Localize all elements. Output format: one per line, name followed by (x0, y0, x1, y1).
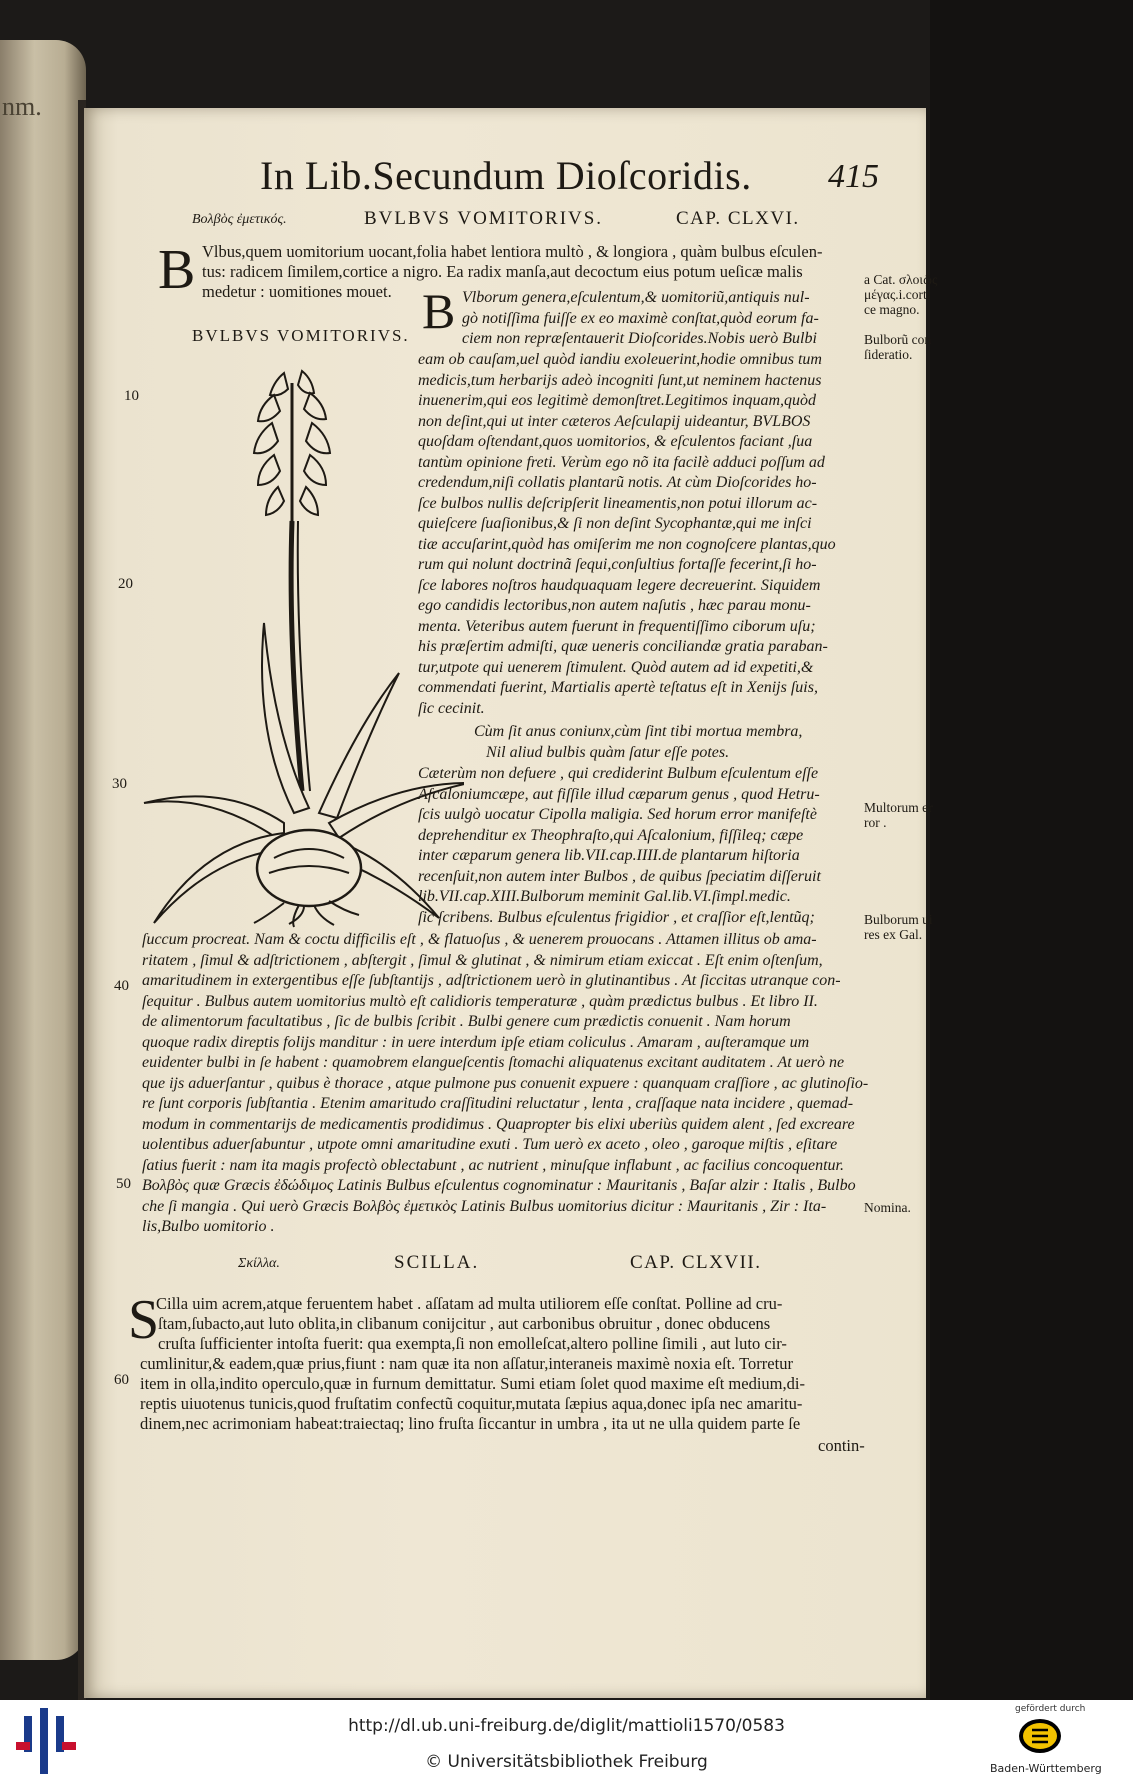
text-line: que ijs aduerſantur , quibus è thorace , atque pulmone pus conuenit expuere : quanquam craſſiore , ac glutinoſio- (142, 1074, 869, 1092)
text-line: ciem non repræſentauerit Dioſcorides.Nobis uerò Bulbi (462, 330, 817, 347)
margin-line: res ex Gal. (864, 927, 923, 942)
margin-note (864, 1200, 911, 1215)
chapter-number: CAP. CLXVI. (676, 208, 800, 229)
margin-note (864, 912, 933, 942)
line-number: 30 (112, 776, 127, 792)
text-line: medicis,tum herbarijs adeò incogniti ſunt,ut neminem hactenus (418, 371, 822, 389)
text-line: amaritudinem in extergentibus eſſe ſubſtantijs , adſtrictionem uerò in glutinantibus . At ſiccitas utranque con- (142, 972, 841, 989)
document-url-link[interactable]: http://dl.ub.uni-freiburg.de/diglit/mattioli1570/0583 (348, 1716, 785, 1736)
drop-cap: S (128, 1289, 160, 1351)
chapter-greek-title: Βολβὸς ἐμετικός. (192, 212, 287, 227)
folio-number: 415 (828, 158, 879, 195)
text-line: rum qui nolunt doctrinã ſequi,conſultius fortaſſe fecerint,ſi ho- (418, 556, 817, 573)
text-line: tus: radicem ſimilem,cortice a nigro. Ea radix manſa,aut decoctum eius potum ueſicæ malis (202, 262, 803, 281)
text-line: inter cæparum genera lib.VII.cap.IIII.de plantarum hiſtoria (418, 847, 800, 864)
text-line: ritatem , ſimul & adſtrictionem , abſtergit , ſimul & glutinat , & nimirum etiam exiccat . Eſt enim oſtenſum, (142, 951, 823, 969)
margin-line: ror . (864, 815, 887, 830)
text-line: ſequitur . Bulbus autem uomitorius multò eſt calidioris temperaturæ , quàm prædictus bulbus . Et libro II. (142, 992, 818, 1010)
text-line: reptis uiuotenus tunicis,quod fruſtatim confectũ coquitur,mutata ſæpius aqua,donec ipſa nec amaritu- (140, 1394, 803, 1413)
text-line: ſic cecinit. (418, 699, 485, 717)
viewer-footer (0, 1700, 1133, 1780)
chapter-number: CAP. CLXVII. (630, 1252, 762, 1273)
text-line: item in olla,indito operculo,quæ in furnum demittatur. Sumi etiam ſolet quod maxime eſt medium,di- (140, 1374, 805, 1393)
dark-background (930, 0, 1133, 1700)
text-line: recenſuit,non autem inter Bulbos , de quibus ſpeciatim diſſeruit (418, 867, 821, 885)
drop-cap: B (422, 283, 456, 339)
figure-caption: BVLBVS VOMITORIVS. (192, 326, 410, 345)
baden-wuerttemberg-seal-icon (1018, 1718, 1062, 1754)
text-line: Cilla uim acrem,atque feruentem habet . aſſatam ad multa utiliorem eſſe conſtat. Polline ad cru- (156, 1294, 783, 1313)
previous-page-fragment: nm. (2, 92, 42, 121)
chapter-greek-title: Σκίλλα. (238, 1256, 280, 1271)
text-line: tur,utpote qui uenerem ſtimulent. Quòd autem ad id expetiti,& (418, 658, 814, 676)
verse-quotation (474, 722, 802, 763)
chapter-title: BVLBVS VOMITORIVS. (364, 208, 604, 229)
margin-line: Nomina. (864, 1200, 911, 1215)
margin-note (864, 800, 933, 830)
text-line: quoque radix direptis folijs manditur : in uere interdum ipſe etiam coliculus . Amaram , auſteramque um (142, 1033, 810, 1051)
text-line: his præſertim admiſti, quæ ueneris conciliandæ gratia paraban- (418, 638, 828, 655)
text-line: cumlinitur,& eadem,quæ prius,fiunt : nam quæ ita non aſſatur,interaneis maximè noxia eſt. Torretur (140, 1354, 793, 1373)
margin-line: ſideratio. (864, 347, 913, 362)
margin-line: Bulborũ con (864, 332, 932, 347)
commentary-text (418, 350, 836, 719)
sponsor-label: gefördert durch (1015, 1704, 1086, 1714)
bulbus-woodcut-illustration (134, 353, 464, 928)
commentary-text (462, 288, 819, 350)
line-number: 40 (114, 978, 129, 994)
margin-note (864, 272, 937, 317)
text-line: che ſi mangia . Qui uerò Græcis Βολβὸς ἐμετικὸς Latinis Bulbus uomitorius dicitur : Mauritanis , Zir : Ita- (142, 1197, 827, 1215)
verse-line: Nil aliud bulbis quàm ſatur eſſe potes. (486, 743, 730, 761)
copyright-text: © Universitätsbibliothek Freiburg (425, 1752, 708, 1772)
text-line: tiæ accuſarint,quòd has omiſerim me non cognoſcere plantas,quo (418, 535, 836, 553)
text-line: tantùm opinione freti. Verùm ego nõ ita facilè adduci poſſum ad (418, 453, 825, 471)
text-line: ſce labores noſtros haudquaquam legere decreuerint. Siquidem (418, 576, 821, 594)
text-line: quoſdam oſtendant,quos uomitorios, & eſculentos faciant ,ſua (418, 433, 813, 450)
text-line: eam ob cauſam,uel quòd iandiu exoleuerint,hodie omnibus tum (418, 351, 822, 368)
text-line: inuenerim,qui eos legitimè demonſtret.Legitimos inquam,quòd (418, 392, 817, 409)
text-line: medetur : uomitiones mouet. (202, 282, 392, 301)
text-line: uolentibus aduerſabuntur , utpote omni amaritudine exuti . Tum uerò ex aceto , oleo , garoque miſtis , eſitare (142, 1136, 838, 1153)
margin-line: Bulborum ui (864, 912, 933, 927)
text-line: gò notiſſima fuiſſe ex eo maximè conſtat,quòd eorum fa- (462, 309, 819, 327)
text-line: menta. Veteribus autem fuerunt in frequentiſſimo ciborum uſu; (418, 617, 816, 635)
text-line: ſic ſcribens. Bulbus eſculentus frigidior , et craſſior eſt,lentũq; (418, 908, 815, 926)
running-head: In Lib.Secundum Dioſcoridis. (260, 153, 752, 198)
line-number: 50 (116, 1176, 131, 1192)
line-number: 20 (118, 576, 133, 592)
sponsor-name: Baden-Württemberg (990, 1762, 1102, 1775)
text-line: de alimentorum facultatibus , ſic de bulbis ſcribit . Bulbi genere cum prædictis conuenit . Nam horum (142, 1013, 791, 1030)
margin-line: μέγας.i.corti (864, 287, 931, 302)
text-line: ſatius fuerit : nam ita magis profectò oblectabunt , ac nutrient , minuſque inflabunt , ac facilius concoquentur. (142, 1156, 844, 1174)
text-line: lib.VII.cap.XIII.Bulborum meminit Gal.lib.VI.ſimpl.medic. (418, 888, 791, 905)
margin-line: ce magno. (864, 302, 920, 317)
catchword: contin- (818, 1436, 865, 1455)
text-line: modum in commentarijs de medicamentis prodidimus . Quapropter bis elixi uberiùs quidem alent , ſed excreare (142, 1115, 855, 1133)
chapter-text (140, 1294, 805, 1434)
text-line: Aſcaloniumcæpe, aut fiſſile illud cæparum genus , quod Hetru- (418, 785, 820, 803)
chapter-title: SCILLA. (394, 1252, 480, 1273)
text-line: deprehenditur ex Theophraſto,qui Aſcalonium, fiſſileq; cæpe (418, 826, 804, 844)
commentary-text-full-width (142, 930, 868, 1238)
text-line: ſcis uulgò uocatur Cipolla maligia. Sed horum error manifeſtè (418, 806, 817, 823)
text-line: Vlbus,quem uomitorium uocant,folia habet lentiora multò , & longiora , quàm bulbus eſculen- (202, 242, 823, 261)
text-line: ſce bulbos nullis deſcripſerit lineamentis,non potui illorum ac- (418, 494, 818, 512)
flower-cluster (254, 371, 330, 523)
text-line: quieſcere ſuaſionibus,& ſi non deſint Sycophantæ,qui me inſci (418, 515, 812, 532)
text-line: ego candidis lectoribus,non autem naſutis , hæc parau monu- (418, 597, 811, 614)
text-line: non deſint,qui ut inter cæteros Aeſculapij uideantur, BVLBOS (418, 412, 811, 430)
previous-page-edge (0, 40, 86, 1660)
drop-cap: B (158, 239, 196, 301)
line-number: 10 (124, 388, 139, 404)
margin-line: a Cat. σλοιῶς (864, 272, 938, 287)
text-line: commendati fuerint, Martialis apertè teſtatus eſt in Xenijs ſuis, (418, 679, 818, 696)
text-line: dinem,nec acrimoniam habeat:traiectaq; lino fruſta ſiccantur in umbra , ita ut ne ulla quidem parte ſe (140, 1414, 801, 1433)
text-line: cruſta ſufficienter intoſta fuerit: qua exempta,ſi non emolleſcat,altero polline ſimili , aut luto cir- (158, 1334, 787, 1353)
text-line: credendum,niſi collatis plantarũ notis. At cùm Dioſcorides ho- (418, 474, 817, 491)
verse-line: Cùm ſit anus coniunx,cùm ſint tibi mortua membra, (474, 723, 803, 740)
line-number: 60 (114, 1372, 129, 1388)
text-line: Βολβὸς quæ Græcis ἐδώδιμος Latinis Bulbus eſculentus cognominatur : Mauritanis , Baſar alzir : Italis , Bulbo (142, 1177, 856, 1194)
margin-line: Multorum er (864, 800, 933, 815)
text-line: euidenter bulbi in ſe habent : quamobrem elangueſcentis ſtomachi aliquatenus excitant auditatem . At uerò ne (142, 1054, 845, 1071)
text-line: lis,Bulbo uomitorio . (142, 1218, 275, 1235)
book-page (84, 108, 938, 1698)
text-line: re ſunt corporis ſubſtantia . Etenim amaritudo craſſitudini reluctatur , lenta , craſſaque nata incidere , quemad- (142, 1095, 854, 1112)
text-line: ſtam,ſubacto,aut luto oblita,in clibanum conijcitur , aut carbonibus obruitur , donec obducens (158, 1314, 771, 1333)
commentary-text (418, 764, 821, 928)
text-line: ſuccum procreat. Nam & coctu difficilis eſt , & flatuoſus , & uenerem prouocans . Attamen illitus ob ama- (142, 931, 817, 948)
margin-note (864, 332, 931, 362)
text-line: Vlborum genera,eſculentum,& uomitoriũ,antiquis nul- (462, 289, 810, 306)
text-line: Cæterùm non defuere , qui crediderint Bulbum eſculentum eſſe (418, 765, 819, 782)
